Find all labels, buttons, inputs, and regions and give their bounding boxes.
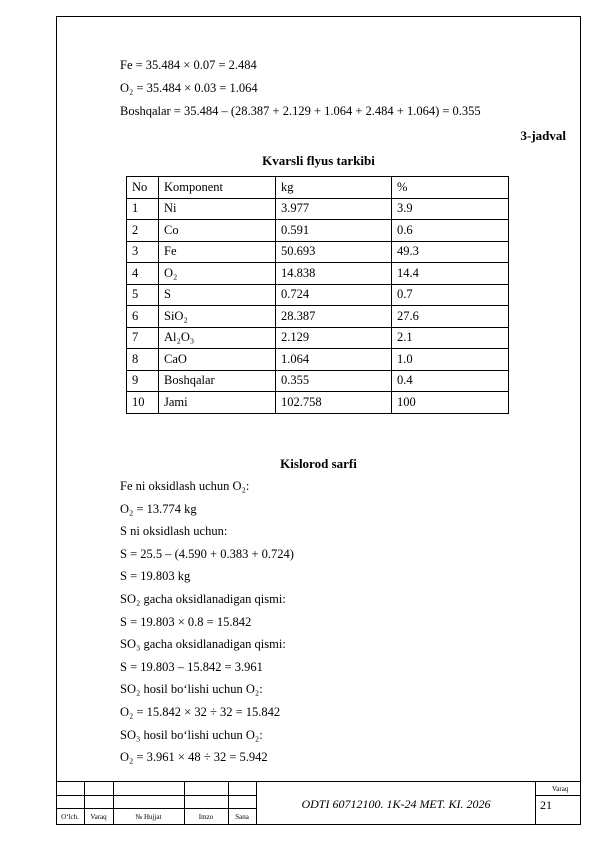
body-line: S = 25.5 – (4.590 + 0.383 + 0.724) <box>120 546 294 561</box>
table-cell: 0.4 <box>392 370 509 392</box>
table-cell: 50.693 <box>276 241 392 263</box>
body-line: SO₂ gacha oksidlanadigan qismi: <box>120 592 286 606</box>
table-cell: 5 <box>127 284 159 306</box>
section-title: Kislorod sarfi <box>280 456 357 471</box>
table-cell: Fe <box>159 241 276 263</box>
body-line: SO₂ hosil bo‘lishi uchun O₂: <box>120 682 263 697</box>
stamp-label-sana: Sana <box>235 813 249 821</box>
table-cell: Ni <box>159 198 276 220</box>
body-line: S = 19.803 × 0.8 = 15.842 <box>120 614 252 629</box>
table-cell: 0.7 <box>392 284 509 306</box>
table-cell: Co <box>159 220 276 242</box>
body-line: O₂ = 15.842 × 32 ÷ 32 = 15.842 <box>120 705 281 719</box>
table-cell: Jami <box>159 392 276 414</box>
sheet-label: Varaq <box>552 785 569 793</box>
calc-line-1: Fe = 35.484 × 0.07 = 2.484 <box>120 58 257 72</box>
table-cell: Al₂O₃ <box>159 327 276 349</box>
table-cell: 28.387 <box>276 306 392 328</box>
table-row <box>127 349 509 371</box>
table-cell: % <box>392 177 509 199</box>
body-line: SO₃ hosil bo‘lishi uchun O₂: <box>120 727 263 742</box>
table-row <box>127 263 509 285</box>
body-line: O₂ = 3.961 × 48 ÷ 32 = 5.942 <box>120 750 268 765</box>
table-row <box>127 327 509 349</box>
body-line: Fe ni oksidlash uchun O₂: <box>120 479 250 493</box>
table-cell: 8 <box>127 349 159 371</box>
title-block <box>56 781 581 825</box>
table-cell: 3.977 <box>276 198 392 220</box>
table-cell: 14.4 <box>392 263 509 285</box>
stamp-label-imzo: Imzo <box>198 813 214 821</box>
table-cell: 14.838 <box>276 263 392 285</box>
table-cell: 1.064 <box>276 349 392 371</box>
table-cell: kg <box>276 177 392 199</box>
table-cell: 2.129 <box>276 327 392 349</box>
body-line: SO₃ gacha oksidlanadigan qismi: <box>120 637 286 652</box>
table-cell: 10 <box>127 392 159 414</box>
table-cell: 100 <box>392 392 509 414</box>
table-cell: 102.758 <box>276 392 392 414</box>
stamp-label-olch: O‘lch. <box>61 813 79 821</box>
table-cell: 2.1 <box>392 327 509 349</box>
calc-line-2: O₂ = 35.484 × 0.03 = 1.064 <box>120 81 258 95</box>
table-cell: 3 <box>127 241 159 263</box>
table-cell: No <box>127 177 159 199</box>
stamp-label-varaq: Varaq <box>90 813 107 821</box>
table-cell: 1 <box>127 198 159 220</box>
table-row <box>127 220 509 242</box>
table-cell: 4 <box>127 263 159 285</box>
table-cell: 2 <box>127 220 159 242</box>
table-cell: 49.3 <box>392 241 509 263</box>
stamp-label-hujjat: № Hujjat <box>135 813 162 821</box>
table-cell: CaO <box>159 349 276 371</box>
table-cell: 9 <box>127 370 159 392</box>
table-cell: Komponent <box>159 177 276 199</box>
table-label: 3-jadval <box>520 128 566 143</box>
table-cell: O₂ <box>159 263 276 285</box>
table-header-row <box>127 177 509 199</box>
table-row <box>127 241 509 263</box>
body-line: O₂ = 13.774 kg <box>120 501 197 516</box>
table-cell: 3.9 <box>392 198 509 220</box>
table-row <box>127 198 509 220</box>
table-cell: S <box>159 284 276 306</box>
document-code: ODTI 60712100. 1K-24 MET. KI. 2026 <box>301 797 491 811</box>
body-line: S = 19.803 – 15.842 = 3.961 <box>120 659 263 674</box>
calc-line-3: Boshqalar = 35.484 – (28.387 + 2.129 + 1.064 + 2.484 + 1.064) = 0.355 <box>120 104 481 118</box>
table-cell: 27.6 <box>392 306 509 328</box>
table-cell: 0.6 <box>392 220 509 242</box>
table-cell: 7 <box>127 327 159 349</box>
sheet-number: 21 <box>540 798 552 812</box>
body-line: S ni oksidlash uchun: <box>120 524 228 539</box>
table-cell: 1.0 <box>392 349 509 371</box>
composition-table <box>126 176 509 414</box>
table-row <box>127 392 509 414</box>
table-cell: 0.724 <box>276 284 392 306</box>
table-cell: Boshqalar <box>159 370 276 392</box>
table-cell: SiO₂ <box>159 306 276 328</box>
table-cell: 0.355 <box>276 370 392 392</box>
table-cell: 6 <box>127 306 159 328</box>
body-line: S = 19.803 kg <box>120 569 191 584</box>
table-row <box>127 370 509 392</box>
table-title: Kvarsli flyus tarkibi <box>262 153 375 168</box>
table-row <box>127 284 509 306</box>
table-row <box>127 306 509 328</box>
table-cell: 0.591 <box>276 220 392 242</box>
